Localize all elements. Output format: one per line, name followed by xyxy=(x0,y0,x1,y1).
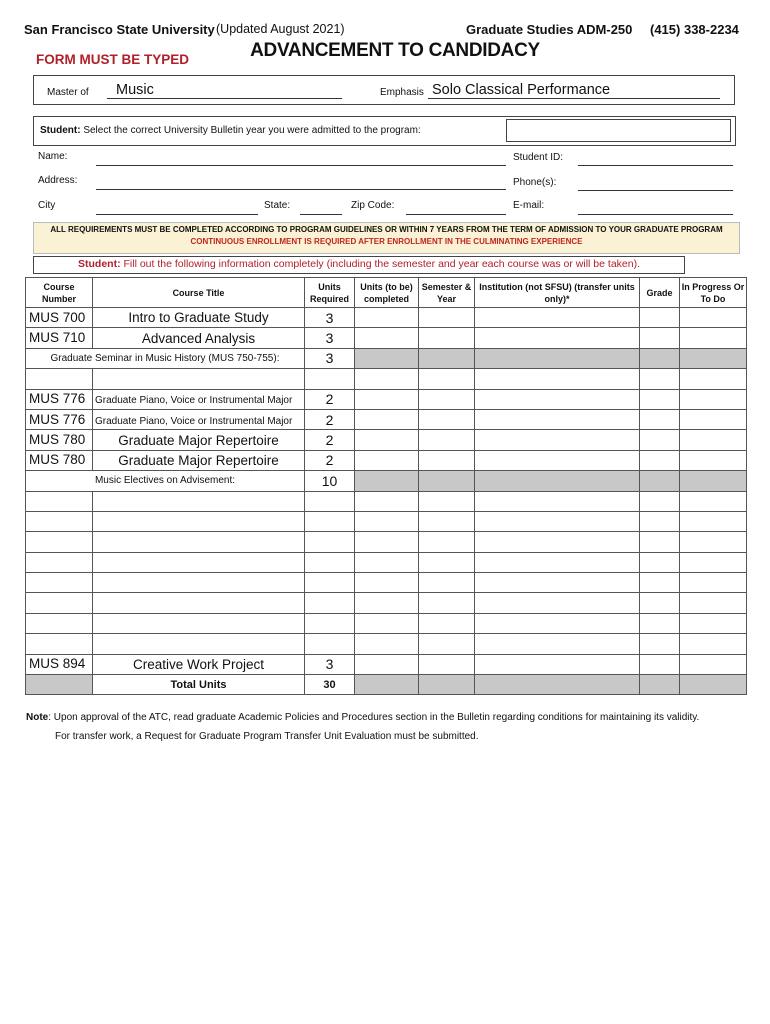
in-progress-cell[interactable] xyxy=(680,532,747,552)
course-number-cell[interactable] xyxy=(26,552,93,572)
emphasis-field[interactable]: Solo Classical Performance xyxy=(432,82,611,98)
units-completed-cell[interactable] xyxy=(355,409,419,429)
institution-cell[interactable] xyxy=(475,593,640,613)
semester-cell[interactable] xyxy=(419,654,475,674)
grey-cell xyxy=(475,348,640,368)
course-number-cell[interactable] xyxy=(26,511,93,531)
units-completed-cell[interactable] xyxy=(355,511,419,531)
total-units-value[interactable]: 30 xyxy=(305,675,355,695)
requirements-line: ALL REQUIREMENTS MUST BE COMPLETED ACCORDING TO PROGRAM GUIDELINES OR WITHIN 7 YEARS FROM THE TERM OF ADMISSION TO YOUR GRADUATE PROGRAM xyxy=(50,225,723,234)
in-progress-cell[interactable] xyxy=(680,430,747,450)
units-completed-cell[interactable] xyxy=(355,450,419,470)
grade-cell[interactable] xyxy=(640,328,680,348)
student-id-input[interactable] xyxy=(578,165,733,166)
institution-cell[interactable] xyxy=(475,328,640,348)
address-label: Address: xyxy=(38,175,78,186)
bulletin-year-input[interactable] xyxy=(506,119,731,142)
phones-label: Phone(s): xyxy=(513,177,557,188)
table-row xyxy=(26,348,747,368)
table-row xyxy=(26,491,747,511)
in-progress-cell[interactable] xyxy=(680,573,747,593)
course-title-cell[interactable] xyxy=(93,573,305,593)
semester-cell[interactable] xyxy=(419,613,475,633)
units-required-cell[interactable] xyxy=(305,511,355,531)
grey-cell xyxy=(355,348,419,368)
course-number-cell[interactable] xyxy=(26,634,93,654)
units-required-cell[interactable]: 3 xyxy=(305,328,355,348)
course-title-cell[interactable]: Intro to Graduate Study xyxy=(93,308,305,328)
header-semester-year: Semester & Year xyxy=(419,278,475,308)
table-row xyxy=(26,654,747,674)
course-number-cell[interactable]: MUS 710 xyxy=(26,328,93,348)
course-title-cell[interactable] xyxy=(93,634,305,654)
units-required-cell[interactable]: 3 xyxy=(305,308,355,328)
table-row xyxy=(26,430,747,450)
semester-cell[interactable] xyxy=(419,593,475,613)
electives-title-cell: Music Electives on Advisement: xyxy=(26,471,305,491)
header-in-progress: In Progress Or To Do xyxy=(680,278,747,308)
semester-cell[interactable] xyxy=(419,308,475,328)
in-progress-cell[interactable] xyxy=(680,511,747,531)
institution-cell[interactable] xyxy=(475,511,640,531)
units-required-cell[interactable] xyxy=(305,491,355,511)
grade-cell[interactable] xyxy=(640,491,680,511)
course-number-cell[interactable] xyxy=(26,532,93,552)
course-number-cell[interactable]: MUS 776 xyxy=(26,389,93,409)
units-completed-cell[interactable] xyxy=(355,573,419,593)
table-row xyxy=(26,328,747,348)
course-title-cell[interactable] xyxy=(93,613,305,633)
units-required-cell[interactable]: 3 xyxy=(305,654,355,674)
table-row xyxy=(26,389,747,409)
city-label: City xyxy=(38,200,56,211)
grey-cell xyxy=(355,675,419,695)
table-row xyxy=(26,511,747,531)
table-row xyxy=(26,450,747,470)
grade-cell[interactable] xyxy=(640,593,680,613)
institution-cell[interactable] xyxy=(475,450,640,470)
institution-cell[interactable] xyxy=(475,491,640,511)
master-of-label: Master of xyxy=(47,87,89,98)
grade-cell[interactable] xyxy=(640,532,680,552)
course-title-cell[interactable]: Graduate Major Repertoire xyxy=(93,430,305,450)
semester-cell[interactable] xyxy=(419,491,475,511)
grey-cell xyxy=(355,471,419,491)
units-completed-cell[interactable] xyxy=(355,491,419,511)
units-completed-cell[interactable] xyxy=(355,613,419,633)
in-progress-cell[interactable] xyxy=(680,328,747,348)
in-progress-cell[interactable] xyxy=(680,450,747,470)
course-number-cell[interactable]: MUS 780 xyxy=(26,430,93,450)
institution-cell[interactable] xyxy=(475,634,640,654)
in-progress-cell[interactable] xyxy=(680,634,747,654)
units-required-cell[interactable] xyxy=(305,552,355,572)
student-id-label: Student ID: xyxy=(513,152,564,163)
semester-cell[interactable] xyxy=(419,573,475,593)
table-row xyxy=(26,369,747,389)
units-completed-cell[interactable] xyxy=(355,369,419,389)
form-code: Graduate Studies ADM-250 xyxy=(466,22,633,37)
grey-cell xyxy=(475,675,640,695)
course-title-cell[interactable]: Advanced Analysis xyxy=(93,328,305,348)
course-title-cell[interactable]: Graduate Piano, Voice or Instrumental Major xyxy=(93,389,305,409)
course-number-cell[interactable] xyxy=(26,491,93,511)
table-row xyxy=(26,552,747,572)
grey-cell xyxy=(680,348,747,368)
course-title-cell[interactable] xyxy=(93,491,305,511)
course-number-cell[interactable]: MUS 776 xyxy=(26,409,93,429)
units-required-cell[interactable] xyxy=(305,573,355,593)
semester-cell[interactable] xyxy=(419,532,475,552)
units-completed-cell[interactable] xyxy=(355,532,419,552)
units-required-cell[interactable]: 10 xyxy=(305,471,355,491)
grade-cell[interactable] xyxy=(640,430,680,450)
address-input[interactable] xyxy=(96,189,506,190)
email-input[interactable] xyxy=(578,214,733,215)
phones-input[interactable] xyxy=(578,190,733,191)
institution-cell[interactable] xyxy=(475,654,640,674)
table-row xyxy=(26,471,747,491)
units-completed-cell[interactable] xyxy=(355,389,419,409)
table-row xyxy=(26,634,747,654)
master-of-field[interactable]: Music xyxy=(116,82,154,98)
zip-label: Zip Code: xyxy=(351,200,395,211)
grade-cell[interactable] xyxy=(640,450,680,470)
name-label: Name: xyxy=(38,151,68,162)
grade-cell[interactable] xyxy=(640,613,680,633)
grey-cell xyxy=(680,471,747,491)
header-course-title: Course Title xyxy=(93,278,305,308)
institution-cell[interactable] xyxy=(475,430,640,450)
continuous-enrollment-line: CONTINUOUS ENROLLMENT IS REQUIRED AFTER ENROLLMENT IN THE CULMINATING EXPERIENCE xyxy=(190,237,583,246)
units-completed-cell[interactable] xyxy=(355,308,419,328)
course-title-cell[interactable] xyxy=(93,511,305,531)
zip-input[interactable] xyxy=(406,214,506,215)
in-progress-cell[interactable] xyxy=(680,613,747,633)
semester-cell[interactable] xyxy=(419,389,475,409)
units-required-cell[interactable] xyxy=(305,369,355,389)
city-input[interactable] xyxy=(96,214,258,215)
course-number-cell[interactable] xyxy=(26,369,93,389)
total-units-label: Total Units xyxy=(93,675,305,695)
course-number-cell[interactable] xyxy=(26,573,93,593)
note-line-2: For transfer work, a Request for Graduate Program Transfer Unit Evaluation must be submitted. xyxy=(55,731,479,742)
grey-cell xyxy=(640,675,680,695)
semester-cell[interactable] xyxy=(419,511,475,531)
course-table xyxy=(25,277,747,695)
header-course-number: Course Number xyxy=(26,278,93,308)
grade-cell[interactable] xyxy=(640,409,680,429)
table-row xyxy=(26,532,747,552)
units-completed-cell[interactable] xyxy=(355,654,419,674)
grade-cell[interactable] xyxy=(640,552,680,572)
header-grade: Grade xyxy=(640,278,680,308)
grade-cell[interactable] xyxy=(640,511,680,531)
bulletin-year-label: Student: Select the correct University Bulletin year you were admitted to the program: xyxy=(40,125,421,136)
table-row xyxy=(26,593,747,613)
office-phone: (415) 338-2234 xyxy=(650,22,739,37)
form-must-be-typed: FORM MUST BE TYPED xyxy=(36,52,190,67)
grade-cell[interactable] xyxy=(640,654,680,674)
institution-cell[interactable] xyxy=(475,409,640,429)
institution-cell[interactable] xyxy=(475,613,640,633)
grey-cell xyxy=(26,675,93,695)
state-input[interactable] xyxy=(300,214,342,215)
table-row xyxy=(26,308,747,328)
emphasis-underline xyxy=(428,98,720,99)
header-units-completed: Units (to be) completed xyxy=(355,278,419,308)
units-required-cell[interactable] xyxy=(305,634,355,654)
course-title-cell[interactable] xyxy=(93,552,305,572)
course-number-cell[interactable]: MUS 700 xyxy=(26,308,93,328)
instruction-text: Student: Fill out the following information completely (including the semester and year each course was or will be taken). xyxy=(78,258,640,270)
semester-cell[interactable] xyxy=(419,328,475,348)
units-completed-cell[interactable] xyxy=(355,552,419,572)
grade-cell[interactable] xyxy=(640,308,680,328)
table-row xyxy=(26,613,747,633)
course-title-cell[interactable] xyxy=(93,532,305,552)
grey-cell xyxy=(680,675,747,695)
semester-cell[interactable] xyxy=(419,409,475,429)
institution-cell[interactable] xyxy=(475,389,640,409)
header-institution: Institution (not SFSU) (transfer units only)* xyxy=(475,278,640,308)
in-progress-cell[interactable] xyxy=(680,308,747,328)
in-progress-cell[interactable] xyxy=(680,654,747,674)
grade-cell[interactable] xyxy=(640,389,680,409)
units-completed-cell[interactable] xyxy=(355,328,419,348)
in-progress-cell[interactable] xyxy=(680,389,747,409)
units-completed-cell[interactable] xyxy=(355,430,419,450)
course-number-cell[interactable]: MUS 894 xyxy=(26,654,93,674)
course-number-cell[interactable] xyxy=(26,613,93,633)
emphasis-label: Emphasis xyxy=(380,87,424,98)
course-title-cell[interactable] xyxy=(93,369,305,389)
note-line-1: Note: Upon approval of the ATC, read graduate Academic Policies and Procedures section in the Bulletin regarding conditions for maintaining its validity. xyxy=(26,712,700,723)
course-title-cell[interactable]: Graduate Major Repertoire xyxy=(93,450,305,470)
grade-cell[interactable] xyxy=(640,573,680,593)
institution-cell[interactable] xyxy=(475,369,640,389)
units-completed-cell[interactable] xyxy=(355,634,419,654)
table-row xyxy=(26,573,747,593)
semester-cell[interactable] xyxy=(419,430,475,450)
units-completed-cell[interactable] xyxy=(355,593,419,613)
units-required-cell[interactable]: 2 xyxy=(305,450,355,470)
institution-cell[interactable] xyxy=(475,532,640,552)
grade-cell[interactable] xyxy=(640,634,680,654)
units-required-cell[interactable]: 3 xyxy=(305,348,355,368)
page-title: ADVANCEMENT TO CANDIDACY xyxy=(250,40,540,61)
grey-cell xyxy=(475,471,640,491)
university-name: San Francisco State University xyxy=(24,22,215,37)
units-required-cell[interactable]: 2 xyxy=(305,409,355,429)
units-required-cell[interactable]: 2 xyxy=(305,430,355,450)
total-row xyxy=(26,675,747,695)
name-input[interactable] xyxy=(96,165,506,166)
in-progress-cell[interactable] xyxy=(680,369,747,389)
institution-cell[interactable] xyxy=(475,308,640,328)
in-progress-cell[interactable] xyxy=(680,409,747,429)
grey-cell xyxy=(640,348,680,368)
email-label: E-mail: xyxy=(513,200,545,211)
units-required-cell[interactable] xyxy=(305,532,355,552)
state-label: State: xyxy=(264,200,291,211)
master-of-underline xyxy=(107,98,342,99)
in-progress-cell[interactable] xyxy=(680,491,747,511)
units-required-cell[interactable]: 2 xyxy=(305,389,355,409)
table-header-row xyxy=(26,278,747,308)
semester-cell[interactable] xyxy=(419,634,475,654)
units-required-cell[interactable] xyxy=(305,593,355,613)
semester-cell[interactable] xyxy=(419,450,475,470)
semester-cell[interactable] xyxy=(419,552,475,572)
grey-cell xyxy=(419,471,475,491)
course-title-cell[interactable] xyxy=(93,593,305,613)
seminar-title-cell: Graduate Seminar in Music History (MUS 750-755): xyxy=(26,348,305,368)
in-progress-cell[interactable] xyxy=(680,552,747,572)
table-row xyxy=(26,409,747,429)
course-number-cell[interactable]: MUS 780 xyxy=(26,450,93,470)
units-required-cell[interactable] xyxy=(305,613,355,633)
course-number-cell[interactable] xyxy=(26,593,93,613)
grey-cell xyxy=(419,348,475,368)
course-title-cell[interactable]: Creative Work Project xyxy=(93,654,305,674)
in-progress-cell[interactable] xyxy=(680,593,747,613)
grade-cell[interactable] xyxy=(640,369,680,389)
updated-date: (Updated August 2021) xyxy=(216,22,345,36)
grey-cell xyxy=(640,471,680,491)
semester-cell[interactable] xyxy=(419,369,475,389)
grey-cell xyxy=(419,675,475,695)
institution-cell[interactable] xyxy=(475,573,640,593)
institution-cell[interactable] xyxy=(475,552,640,572)
header-units-required: Units Required xyxy=(305,278,355,308)
course-title-cell[interactable]: Graduate Piano, Voice or Instrumental Major xyxy=(93,409,305,429)
